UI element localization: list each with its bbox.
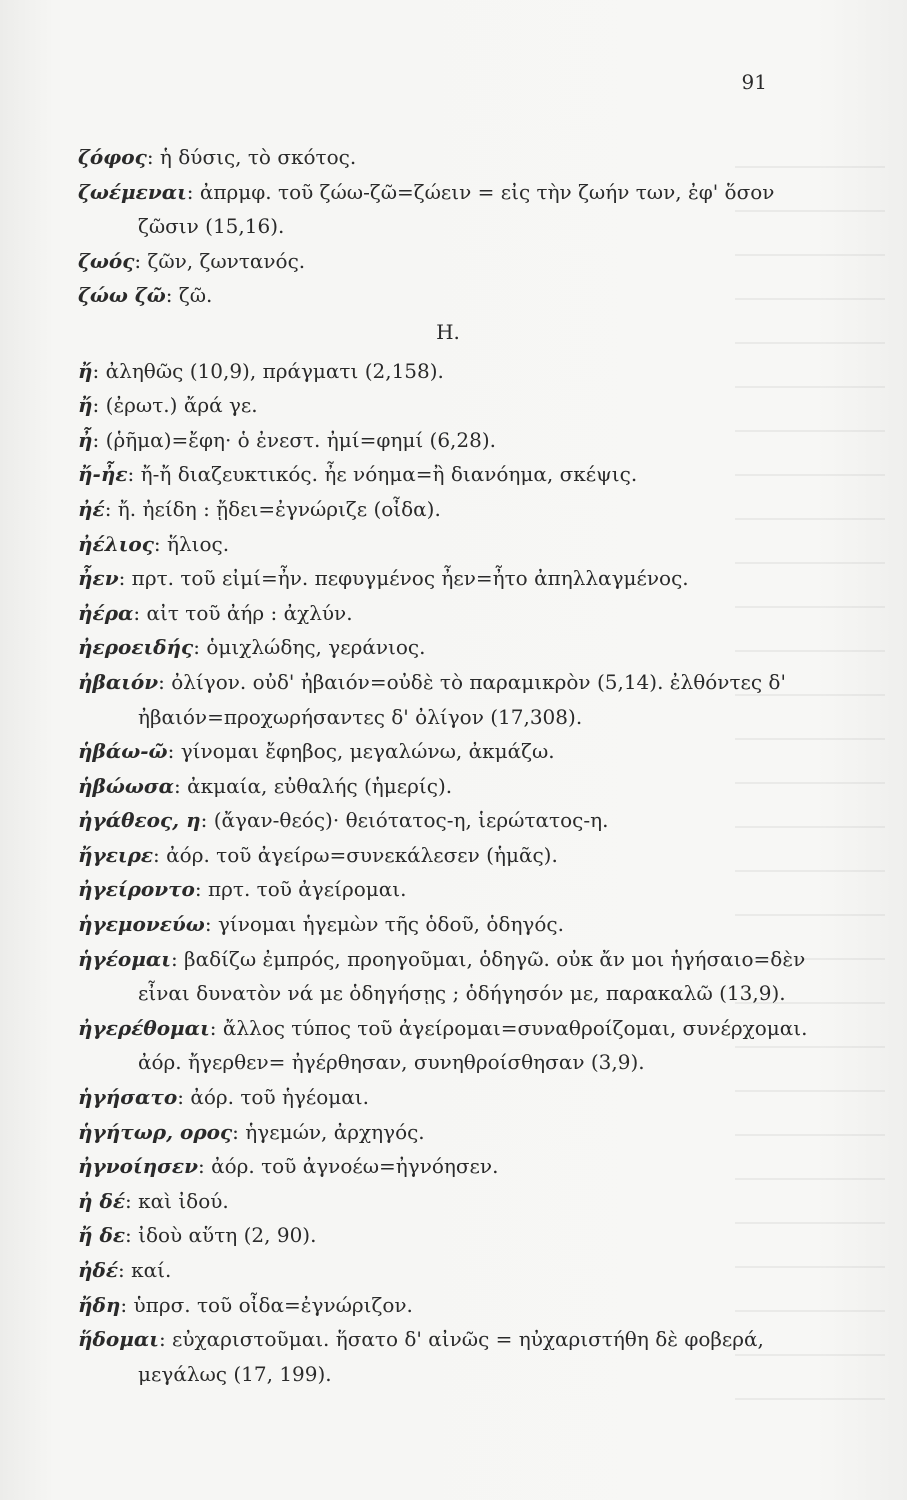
definition: : πρτ. τοῦ εἰμί=ἦν. πεφυγμένος ἦεν=ἦτο ἀπηλλαγμένος. <box>118 566 689 591</box>
entry <box>78 457 818 492</box>
entry <box>78 769 818 804</box>
headword: ἤδη <box>78 1292 121 1317</box>
entry <box>78 244 818 279</box>
entry <box>78 1149 818 1184</box>
entry <box>78 1011 818 1080</box>
entry <box>78 1080 818 1115</box>
entry <box>78 492 818 527</box>
glossary-entries <box>78 140 818 1391</box>
entry <box>78 1115 818 1150</box>
definition: : ἤ. ἠείδη : ᾔδει=ἐγνώριζε (οἶδα). <box>104 496 441 521</box>
entry <box>78 278 818 313</box>
entry <box>78 354 818 389</box>
definition: : ἀκμαία, εὐθαλής (ἡμερίς). <box>174 773 453 798</box>
definition: : ἥλιος. <box>153 531 230 556</box>
headword: ἠ δέ <box>78 1188 126 1213</box>
headword: ἡγεμονεύω <box>78 912 205 937</box>
headword: ἡβώωσα <box>78 773 175 798</box>
headword: ἠεροειδής <box>78 635 194 660</box>
headword: ἡβάω-ῶ <box>78 739 168 764</box>
headword: ἡγήσατο <box>78 1085 178 1110</box>
definition: : (ἐρωτ.) ἄρά γε. <box>92 393 258 418</box>
entry <box>78 803 818 838</box>
definition: : ἀόρ. τοῦ ἀγνοέω=ἠγνόησεν. <box>197 1154 499 1179</box>
definition: : ἰδοὺ αὕτη (2, 90). <box>125 1223 317 1248</box>
definition: : αἰτ τοῦ ἀήρ : ἀχλύν. <box>133 600 353 625</box>
entry <box>78 942 818 1011</box>
section-letter: Η. <box>436 319 460 344</box>
definition: : γίνομαι ἡγεμὼν τῆς ὁδοῦ, ὁδηγός. <box>204 912 564 937</box>
headword: ἡγέομαι <box>78 946 171 971</box>
definition: : ζῶν, ζωντανός. <box>134 248 306 273</box>
headword: ἠγάθεος, η <box>78 808 201 833</box>
headword: ἦ <box>78 427 93 452</box>
entry <box>78 1218 818 1253</box>
entry <box>78 734 818 769</box>
entry <box>78 907 818 942</box>
headword: ἠέ <box>78 496 105 521</box>
definition: : ἀληθῶς (10,9), πράγματι (2,158). <box>92 358 444 383</box>
headword: ἠγνοίησεν <box>78 1154 198 1179</box>
entry <box>78 423 818 458</box>
headword: ζωός <box>78 248 135 273</box>
entry <box>78 1184 818 1219</box>
entry <box>78 1253 818 1288</box>
entry <box>78 561 818 596</box>
headword: ἤ <box>78 393 93 418</box>
headword: ἠέλιος <box>78 531 154 556</box>
definition: : καὶ ἰδού. <box>125 1188 229 1213</box>
headword: ζωέμεναι <box>78 179 187 204</box>
page-number: 91 <box>741 70 767 94</box>
headword: ἥδομαι <box>78 1327 159 1352</box>
headword: ἠβαιόν <box>78 669 159 694</box>
definition: : (ἄγαν-θεός)· θειότατος-η, ἱερώτατος-η. <box>200 808 609 833</box>
headword: ζόφος <box>78 145 147 169</box>
headword: ἠέρα <box>78 600 134 625</box>
entry <box>78 1322 818 1391</box>
entry <box>78 140 818 175</box>
headword: ἠγερέθομαι <box>78 1015 210 1040</box>
headword: ἤ δε <box>78 1223 126 1248</box>
definition: : ἀπρμφ. τοῦ ζώω-ζῶ=ζώειν = εἰς τὴν ζωήν των, ἐφ' ὅσον ζῶσιν (15,16). <box>138 179 775 239</box>
definition: : ἄλλος τύπος τοῦ ἀγείρομαι=συναθροίζομαι, συνέρχομαι. ἀόρ. ἤγερθεν= ἠγέρθησαν, συνηθροίσθησαν (3,9). <box>138 1015 808 1075</box>
headword: ἤ-ἦε <box>78 462 128 487</box>
headword: ζώω ζῶ <box>78 283 166 308</box>
entry <box>78 630 818 665</box>
entry <box>78 596 818 631</box>
headword: ἤ <box>78 358 93 383</box>
definition: : ἤ-ἤ διαζευκτικός. ἦε νόημα=ἢ διανόημα, σκέψις. <box>127 462 638 487</box>
entry <box>78 527 818 562</box>
headword: ἠδέ <box>78 1258 119 1282</box>
definition: : ὑπρσ. τοῦ οἶδα=ἐγνώριζον. <box>120 1292 413 1317</box>
definition: : ζῶ. <box>165 283 213 308</box>
headword: ἠγείροντο <box>78 877 195 902</box>
definition: : καί. <box>118 1258 172 1282</box>
definition: : εὐχαριστοῦμαι. ἥσατο δ' αἰνῶς = ηὐχαριστήθη δὲ φοβερά, μεγάλως (17, 199). <box>138 1327 764 1386</box>
definition: : ὁμιχλώδης, γεράνιος. <box>193 635 426 660</box>
definition: : γίνομαι ἔφηβος, μεγαλώνω, ἀκμάζω. <box>167 739 555 764</box>
entry <box>78 838 818 873</box>
definition: : ἡγεμών, ἀρχηγός. <box>232 1119 425 1144</box>
entry <box>78 175 818 244</box>
definition: : ὀλίγον. οὐδ' ἠβαιόν=οὐδὲ τὸ παραμικρὸν (5,14). ἐλθόντες δ' ἠβαιόν=προχωρήσαντες δ' ὀλίγον (17,308). <box>138 669 786 729</box>
headword: ἦεν <box>78 566 119 591</box>
definition: : ἀόρ. τοῦ ἀγείρω=συνεκάλεσεν (ἡμᾶς). <box>153 842 558 867</box>
definition: : ἡ δύσις, τὸ σκότος. <box>146 145 357 169</box>
definition: : βαδίζω ἐμπρός, προηγοῦμαι, ὁδηγῶ. οὐκ ἄν μοι ἡγήσαιο=δὲν εἶναι δυνατὸν νά με ὁδηγήσῃς ; ὁδήγησόν με, παρακαλῶ (13,9). <box>138 946 806 1006</box>
headword: ἡγήτωρ, ορος <box>78 1119 233 1144</box>
entry <box>78 872 818 907</box>
entry <box>78 665 818 734</box>
entry <box>78 388 818 423</box>
definition: : (ῥῆμα)=ἔφη· ὁ ἐνεστ. ἠμί=φημί (6,28). <box>92 427 497 452</box>
entry <box>78 1288 818 1323</box>
definition: : ἀόρ. τοῦ ἡγέομαι. <box>177 1085 369 1110</box>
headword: ἤγειρε <box>78 842 154 867</box>
definition: : πρτ. τοῦ ἀγείρομαι. <box>194 877 407 902</box>
